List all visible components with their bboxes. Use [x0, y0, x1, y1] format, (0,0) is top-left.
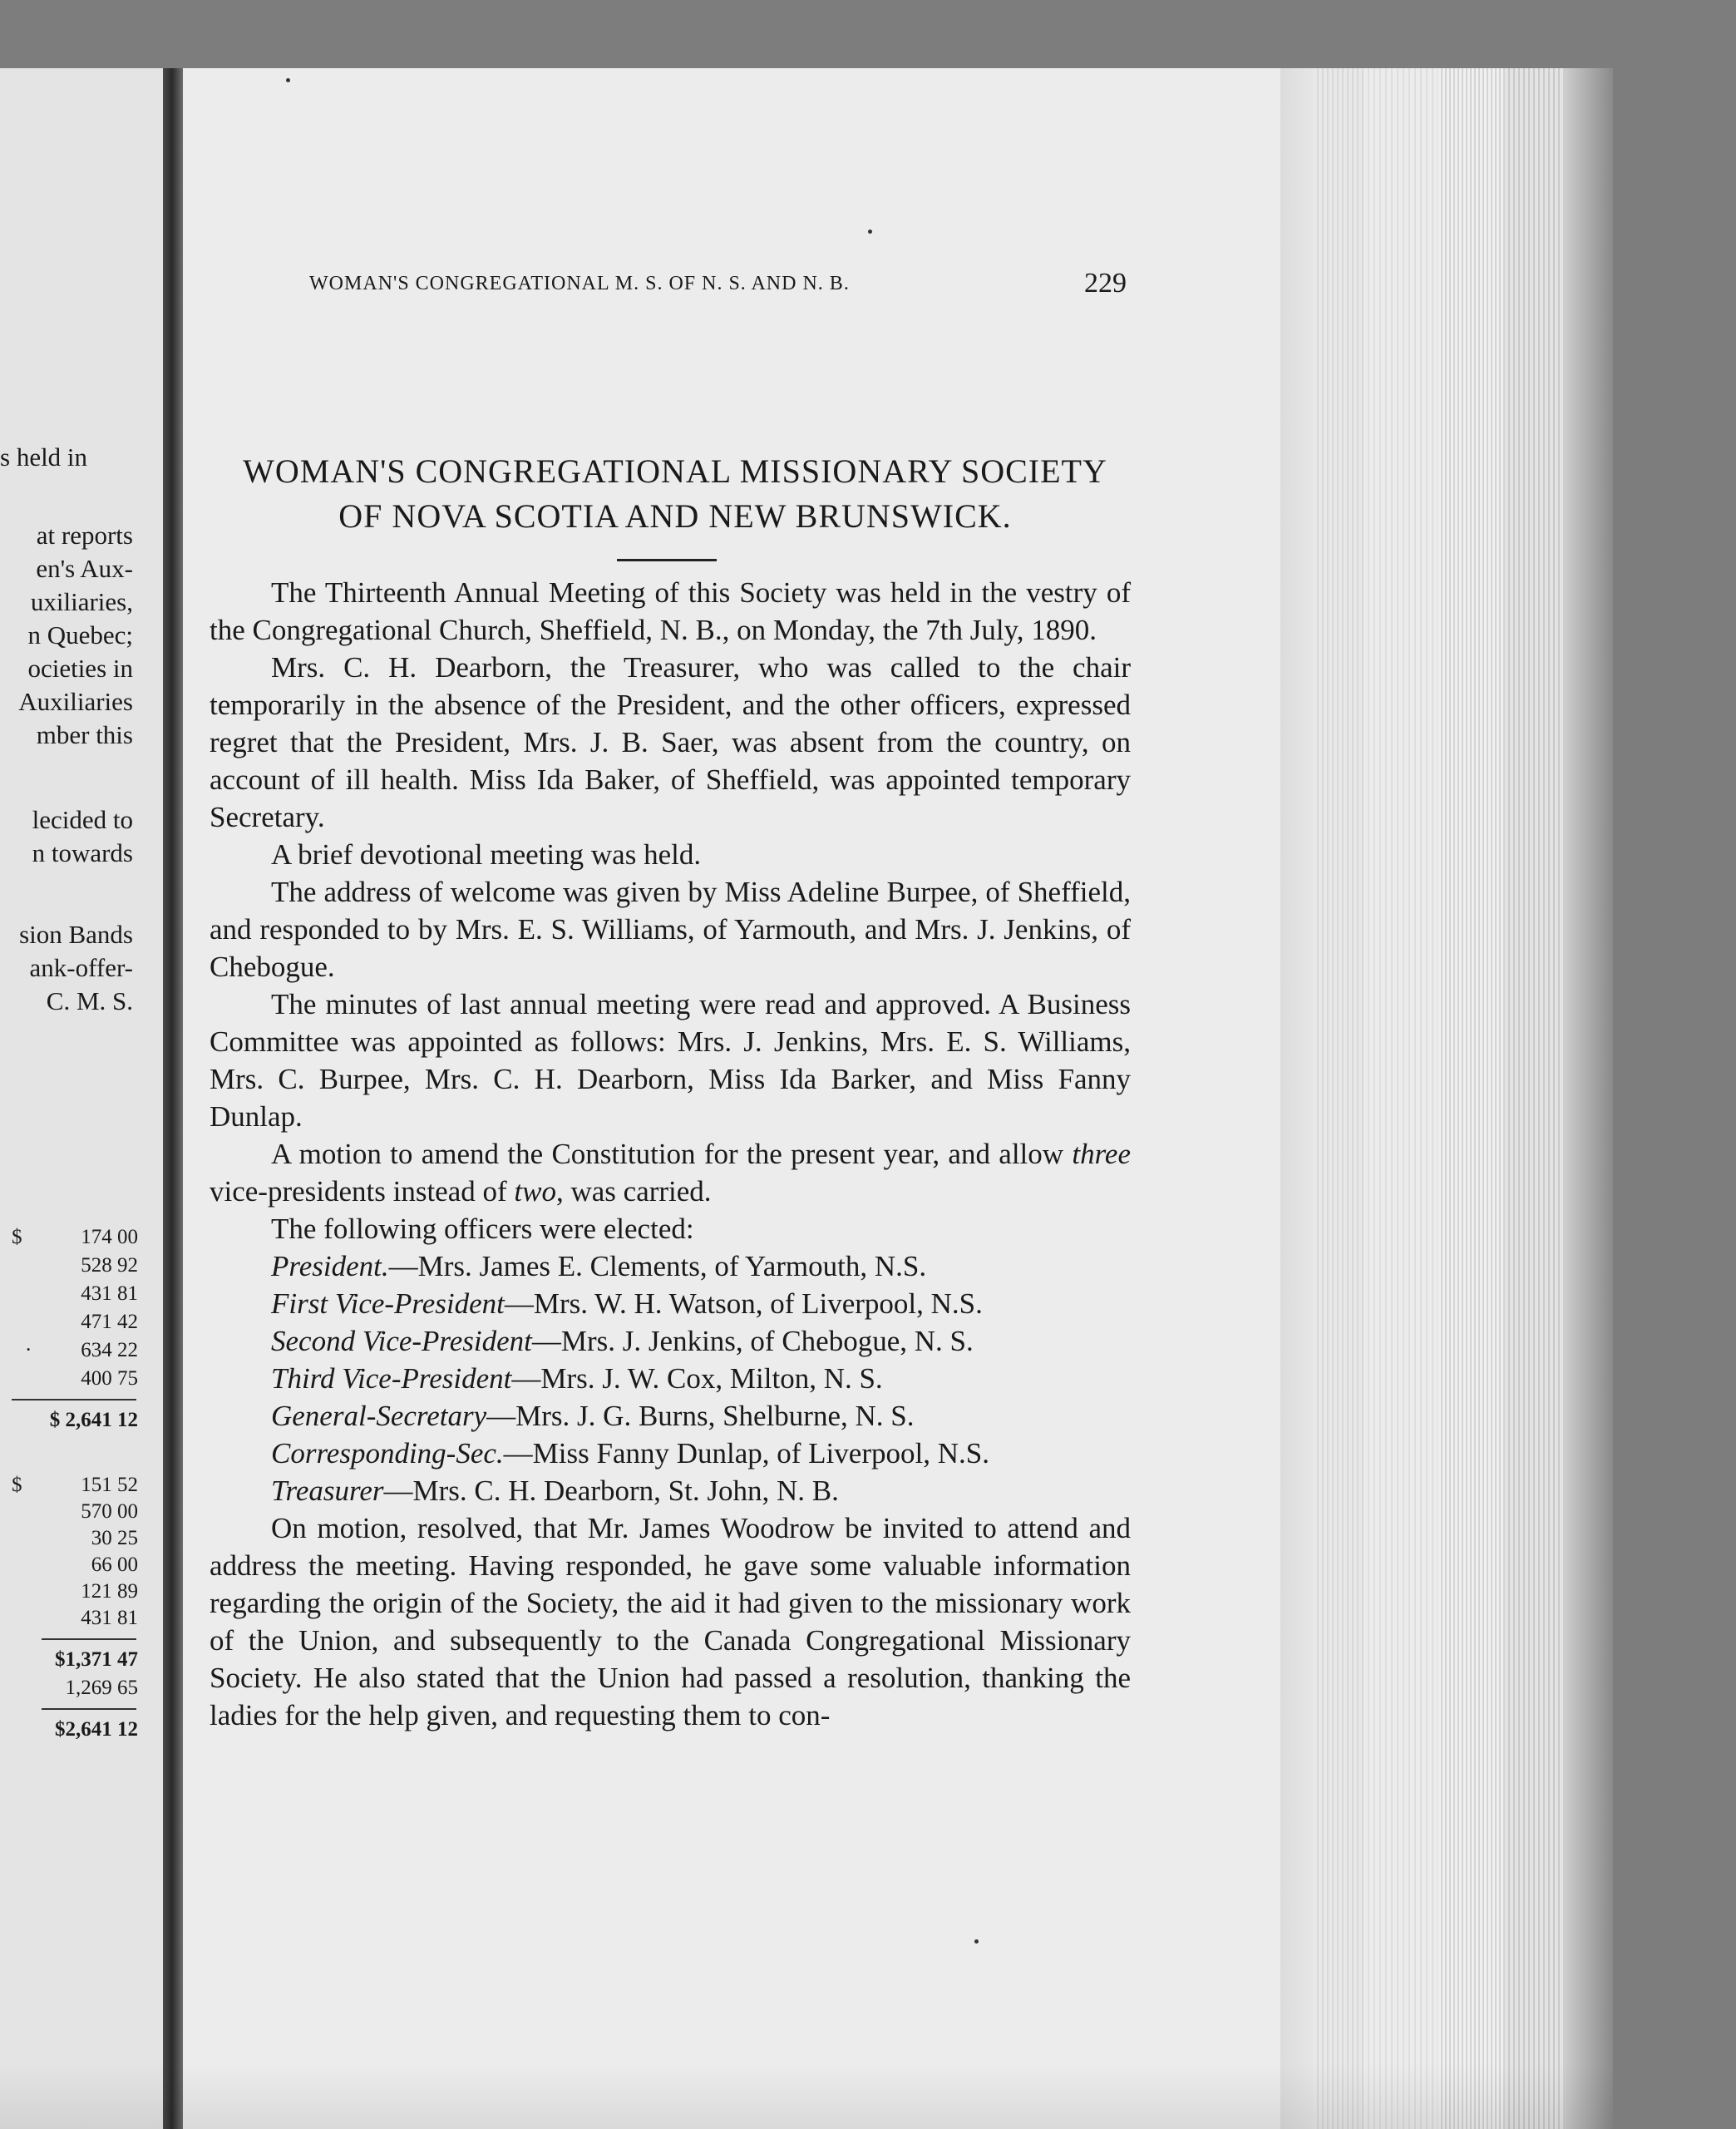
officer-name: —Mrs. James E. Clements, of Yarmouth, N.S. — [388, 1250, 927, 1282]
left-page-line: sion Bands — [19, 920, 133, 949]
officer-role: General-Secretary — [271, 1400, 487, 1432]
page-edges — [1280, 68, 1613, 2129]
motion-italic: three — [1072, 1138, 1131, 1170]
article-title-line: WOMAN'S CONGREGATIONAL MISSIONARY SOCIETY — [243, 452, 1107, 490]
article-title — [208, 449, 1142, 539]
account-value: 528 92 — [81, 1254, 138, 1277]
account-value: 1,269 65 — [65, 1677, 138, 1699]
account-dollar-sign: $ — [12, 1226, 22, 1248]
officer-name: —Mrs. J. W. Cox, Milton, N. S. — [511, 1362, 883, 1395]
account-value: 121 89 — [81, 1580, 138, 1603]
account-total: $ 2,641 12 — [49, 1409, 138, 1431]
account-value: 66 00 — [91, 1554, 138, 1576]
officer-name: —Mrs. J. Jenkins, of Chebogue, N. S. — [531, 1325, 974, 1357]
left-page-line: ank-offer- — [29, 953, 133, 982]
officer-role: Corresponding-Sec. — [271, 1437, 504, 1470]
motion-italic: two — [514, 1175, 556, 1208]
left-page-line: ocieties in — [27, 654, 133, 683]
officer-role: President. — [271, 1250, 389, 1282]
officer-line — [210, 1435, 1131, 1472]
account-rule — [42, 1708, 136, 1710]
officer-role: First Vice-President — [271, 1287, 505, 1320]
officer-role: Second Vice-President — [271, 1325, 532, 1357]
account-mark: · — [25, 1339, 32, 1361]
officer-line — [210, 1472, 1131, 1509]
print-speck — [974, 1939, 979, 1944]
elected-intro: The following officers were elected: — [271, 1213, 694, 1245]
account-value: 471 42 — [81, 1311, 138, 1333]
account-value: 431 81 — [81, 1282, 138, 1305]
left-page — [0, 68, 163, 2129]
article-title-line: OF NOVA SCOTIA AND NEW BRUNSWICK. — [338, 497, 1012, 535]
account-value: 30 25 — [91, 1527, 138, 1549]
officer-name: —Miss Fanny Dunlap, of Liverpool, N.S. — [503, 1437, 989, 1470]
officer-name: —Mrs. C. H. Dearborn, St. John, N. B. — [383, 1474, 839, 1507]
officer-name: —Mrs. J. G. Burns, Shelburne, N. S. — [486, 1400, 915, 1432]
account-value: 174 00 — [81, 1226, 138, 1248]
left-page-line: uxiliaries, — [30, 587, 133, 616]
left-page-line: n towards — [32, 838, 133, 867]
account-dollar-sign: $ — [12, 1474, 22, 1496]
officer-line — [210, 1285, 1131, 1322]
paragraph: The minutes of last annual meeting were read and approved. A Business Committee was appointed as follows: Mrs. J. Jenkins, Mrs. E. S. Williams, Mrs. C. Burpee, Mrs. C. H. Dearborn, Miss Ida Barker, and Miss Fanny Dunlap. — [210, 988, 1131, 1133]
account-value: 431 81 — [81, 1607, 138, 1629]
paragraph: Mrs. C. H. Dearborn, the Treasurer, who was called to the chair temporarily in the absence of the President, and the other officers, expressed regret that the President, Mrs. J. B. Saer, was absent from the country, on account of ill health. Miss Ida Baker, of Sheffield, was appointed temporary Secretary. — [210, 651, 1131, 833]
officer-line — [210, 1322, 1131, 1360]
left-page-line: at reports — [36, 521, 133, 550]
account-value: 151 52 — [81, 1474, 138, 1496]
account-value: 400 75 — [81, 1367, 138, 1390]
account-total: $2,641 12 — [55, 1718, 138, 1741]
left-page-line: s held in — [0, 442, 88, 472]
left-page-line: mber this — [36, 720, 133, 749]
page-shadow — [0, 2062, 1613, 2129]
article-body — [210, 574, 1131, 1734]
account-rule — [12, 1399, 136, 1400]
left-page-line: en's Aux- — [36, 554, 133, 583]
account-subtotal: $1,371 47 — [55, 1648, 138, 1671]
left-page-line: lecided to — [32, 805, 133, 834]
officer-line — [210, 1397, 1131, 1435]
book-gutter — [163, 68, 183, 2129]
title-rule — [617, 559, 717, 561]
left-page-line: C. M. S. — [46, 986, 133, 1015]
paragraph: The Thirteenth Annual Meeting of this Society was held in the vestry of the Congregational Church, Sheffield, N. B., on Monday, the 7th July, 1890. — [210, 576, 1131, 646]
paragraph: On motion, resolved, that Mr. James Woodrow be invited to attend and address the meeting. Having responded, he gave some valuable information regarding the origin of the Society, the aid it had given to the missionary work of the Union, and subsequently to the Canada Congregational Missionary Society. He also stated that the Union had passed a resolution, thanking the ladies for the help given, and requesting them to con- — [210, 1512, 1131, 1731]
officer-name: —Mrs. W. H. Watson, of Liverpool, N.S. — [504, 1287, 983, 1320]
officer-role: Third Vice-President — [271, 1362, 512, 1395]
motion-text: , was carried. — [555, 1175, 712, 1208]
officer-line — [210, 1360, 1131, 1397]
motion-text: A motion to amend the Constitution for the present year, and allow — [271, 1138, 1073, 1170]
left-page-line: Auxiliaries — [18, 687, 133, 716]
account-value: 634 22 — [81, 1339, 138, 1361]
paragraph: The address of welcome was given by Miss Adeline Burpee, of Sheffield, and responded to by Mrs. E. S. Williams, of Yarmouth, and Mrs. J. Jenkins, of Chebogue. — [210, 876, 1131, 983]
motion-paragraph — [210, 1135, 1131, 1210]
running-head: WOMAN'S CONGREGATIONAL M. S. OF N. S. AND N. B. — [309, 273, 850, 294]
account-value: 570 00 — [81, 1500, 138, 1523]
left-page-line: n Quebec; — [27, 620, 133, 650]
paragraph: A brief devotional meeting was held. — [271, 838, 702, 871]
page-number: 229 — [1084, 268, 1127, 299]
motion-text: vice-presidents instead of — [210, 1175, 515, 1208]
account-rule — [42, 1638, 136, 1640]
print-speck — [868, 230, 872, 234]
officer-line — [210, 1247, 1131, 1285]
officer-role: Treasurer — [271, 1474, 384, 1507]
print-speck — [286, 78, 290, 82]
